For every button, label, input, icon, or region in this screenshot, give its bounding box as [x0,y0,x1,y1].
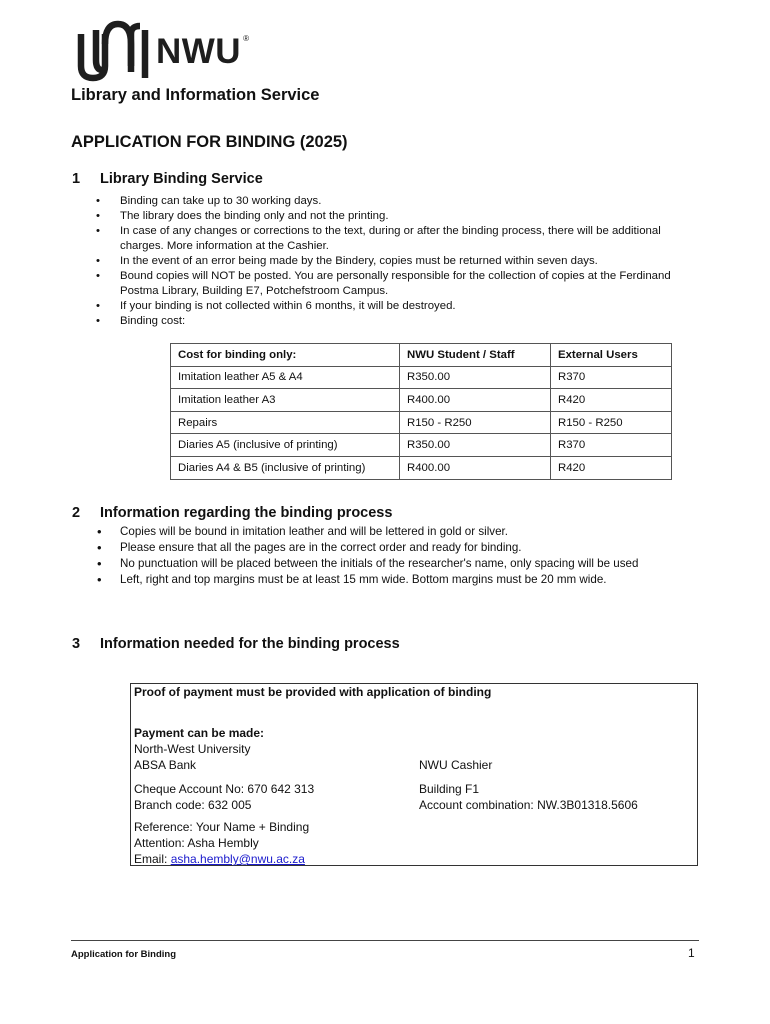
table-row [171,366,672,389]
email-label: Email: [134,852,171,866]
attention-line: Attention: Asha Hembly [134,836,259,850]
bullet-icon: • [96,300,100,312]
nwu-emblem-icon [76,20,150,82]
bullet-icon: • [96,255,100,267]
list-item: • Please ensure that all the pages are in the correct order and ready for binding. [97,540,522,555]
table-row [171,411,672,434]
account-combination: Account combination: NW.3B01318.5606 [419,798,638,812]
payment-heading: Payment can be made: [134,726,265,740]
table-header-cell: External Users [551,344,672,367]
bullet-icon: • [97,572,102,587]
table-cell: Diaries A5 (inclusive of printing) [171,434,400,457]
bullet-icon: • [96,195,100,207]
table-cell: R350.00 [400,366,551,389]
list-item: • Left, right and top margins must be at least 15 mm wide. Bottom margins must be 20 mm wide. [97,572,607,587]
cheque-account: Cheque Account No: 670 642 313 [134,782,315,796]
section-number: 3 [72,636,81,652]
page-number: 1 [688,946,695,960]
bullet-icon: • [96,225,100,237]
list-item: • If your binding is not collected within 6 months, it will be destroyed. [96,300,456,312]
table-header-row [171,344,672,367]
table-cell: R400.00 [400,389,551,412]
logo-text: NWU [156,32,242,71]
section-title: Information regarding the binding process [100,505,393,521]
list-item: • Binding cost: [96,315,186,327]
table-header-cell: NWU Student / Staff [400,344,551,367]
bullet-icon: • [97,524,102,539]
payment-info-box [130,683,698,866]
bank-name: ABSA Bank [134,758,197,772]
section-title: Information needed for the binding process [100,636,400,652]
list-item: • In case of any changes or corrections to the text, during or after the binding process, there will be additional charges. More information at the Cashier. [96,225,661,252]
table-cell: R350.00 [400,434,551,457]
section-number: 1 [72,171,81,187]
email-line [134,852,305,866]
table-row [171,434,672,457]
bullet-icon: • [97,556,102,571]
bullet-icon: • [96,210,100,222]
footer-divider [71,940,699,941]
bullet-icon: • [96,315,100,327]
list-item: • Bound copies will NOT be posted. You are personally responsible for the collection of copies at the Ferdinand Postma Library, Building E7, Potchefstroom Campus. [96,270,671,297]
bullet-icon: • [97,540,102,555]
table-cell: R150 - R250 [551,411,672,434]
footer-title: Application for Binding [71,949,177,960]
service-name: Library and Information Service [71,86,320,104]
table-row [171,456,672,479]
table-cell: Diaries A4 & B5 (inclusive of printing) [171,456,400,479]
table-row [171,389,672,412]
table-cell: R420 [551,456,672,479]
table-cell: Imitation leather A3 [171,389,400,412]
nwu-logo [76,20,249,82]
branch-code: Branch code: 632 005 [134,798,252,812]
table-cell: R370 [551,366,672,389]
table-cell: R400.00 [400,456,551,479]
section-1-bullets [96,194,696,329]
section-number: 2 [72,505,81,521]
table-cell: Repairs [171,411,400,434]
section-title: Library Binding Service [100,171,263,187]
cashier-label: NWU Cashier [419,758,493,772]
list-item: • In the event of an error being made by the Bindery, copies must be returned within seven days. [96,255,598,267]
list-item: • No punctuation will be placed between the initials of the researcher's name, only spacing will be used [97,556,639,571]
table-cell: R420 [551,389,672,412]
bullet-icon: • [96,270,100,282]
registered-mark: ® [243,34,249,43]
section-2-bullets [96,524,696,588]
table-cell: R370 [551,434,672,457]
building-label: Building F1 [419,782,480,796]
page-title: APPLICATION FOR BINDING (2025) [71,133,348,151]
table-cell: Imitation leather A5 & A4 [171,366,400,389]
binding-cost-table [170,343,672,480]
proof-of-payment-note: Proof of payment must be provided with application of binding [134,685,492,699]
list-item: • Copies will be bound in imitation leather and will be lettered in gold or silver. [97,524,508,539]
email-link[interactable]: asha.hembly@nwu.ac.za [170,852,305,866]
list-item: • Binding can take up to 30 working days. [96,195,322,207]
list-item: • The library does the binding only and not the printing. [96,210,389,222]
table-cell: R150 - R250 [400,411,551,434]
university-name: North-West University [134,742,251,756]
payment-reference: Reference: Your Name + Binding [134,820,310,834]
table-header-cell: Cost for binding only: [171,344,400,367]
